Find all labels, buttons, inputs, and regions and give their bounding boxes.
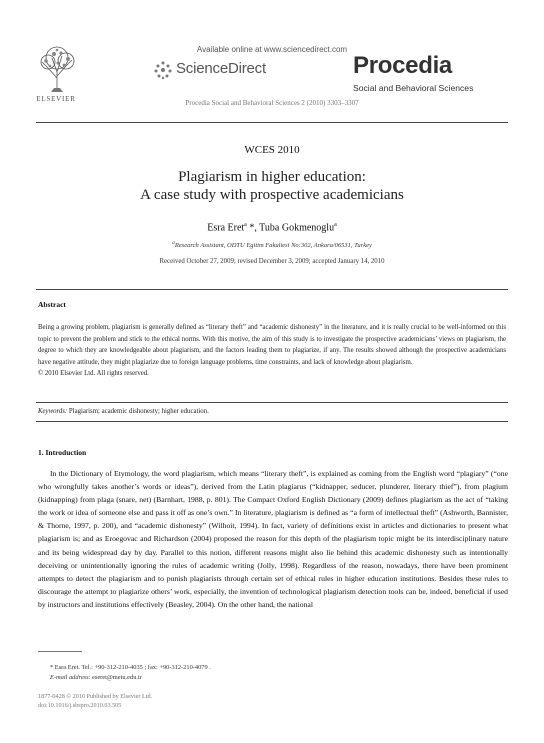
doi: doi:10.1016/j.sbspro.2010.03.505 [38, 702, 122, 709]
keywords-label: Keywords: [38, 408, 68, 415]
authors [0, 222, 544, 233]
keywords-bottom-rule [36, 421, 508, 422]
issn-copyright: 1877-0428 © 2010 Published by Elsevier Ltd. [38, 693, 153, 700]
affiliation-mark: a [172, 240, 175, 246]
abstract-heading: Abstract [38, 300, 66, 309]
elsevier-tree-logo [36, 44, 78, 94]
author-1-affil-mark: a [244, 222, 247, 228]
conference-name: WCES 2010 [244, 144, 300, 156]
header-rule [36, 122, 508, 123]
author-2-affil-mark: a [334, 222, 337, 228]
email-note [50, 674, 142, 681]
sciencedirect-dots-icon [152, 60, 174, 82]
procedia-logo [349, 52, 499, 104]
procedia-subtitle: Social and Behavioral Sciences [353, 83, 474, 93]
abstract-copyright: © 2010 Elsevier Ltd. All rights reserved. [38, 370, 149, 378]
sciencedirect-logo [152, 58, 292, 80]
keywords-text: Plagiarism; academic dishonesty; higher education. [67, 408, 209, 415]
abstract-body: Being a growing problem, plagiarism is generally defined as “literary theft” and “academic dishonesty” in the literature, and it is really crucial to be well-informed on this topic to prevent the problem and stick to the ethical norms. With this motive, the aim of this study is to investigate the prospective academicians’ views on plagiarism, the degree to which they are knowledgeable about plagiarism, and the factors leading them to plagiarize, if any. The results showed although the prospective academicians have negative attitude, they might plagiarize due to foreign language problems, time constraints, and lack of knowledge about plagiarism. [38, 324, 506, 366]
keywords [38, 408, 209, 415]
sciencedirect-wordmark: ScienceDirect [176, 60, 266, 77]
paragraph: In the Dictionary of Etymology, the word plagiarism, which means “literary theft”, is explained as coming from the English word “plagiary” (“one who wrongfully takes another’s words or ideas”), derived from the Latin plagiarus (“kidnapper, seducer, plunderer, literary thief”), from plagium (kidnapping) from plaga (snare, net) (Barnhart, 1988, p. 801). The Compact Oxford English Dictionary (2009) defines plagiarism as the act of “taking the work or idea of someone else and pass it off as one’s own.” In literature, plagiarism is defined as “a form of intellectual theft” (Ashworth, Bannister, & Thorne, 1997, p. 200), and “academic dishonesty” (Wilhoit, 1994). In fact, variety of definitions exist in articles and dictionaries to present what plagiarism is; and as Eroegovac and Richardson (2004) proposed the reason for this depth of the plagiarism topic might be its interdisciplinary nature and its being widespread day by day. Parallel to this notion, different reasons might also lie behind this academic dishonesty such as intentionally deceiving or unintentionally ignoring the rules of academic writing (Jolly, 1998). Regardless of the reason, nowadays, there have been prominent attempts to detect the plagiarism and to punish plagiarists through certain set of ethical rules in higher education institutions. Besides these rules to discourage the attempt to plagiarize others’ work, especially, the invention of technological plagiarism detection tools can be, indeed, beneficial if used by instructors and institutions effectively (Beasley, 2004). On the other hand, the national [38, 469, 508, 609]
affiliation-text: Research Assistant, ODTU Egitim Fakultesi No:302, Ankara/06531, Turkey [174, 242, 372, 250]
received-dates: Received October 27, 2009; revised December 3, 2009; accepted January 14, 2010 [159, 258, 385, 265]
footnote-rule [38, 651, 82, 652]
title-line-1: Plagiarism in higher education: [178, 169, 366, 185]
author-1: Esra Eret [207, 222, 245, 234]
corresponding-author-note: * Esra Eret. Tel.: +90-312-210-4035 ; fax: +90-312-210-4079 . [50, 664, 211, 671]
email-address: : eseret@metu.edu.tr [88, 674, 142, 681]
article-title [0, 168, 544, 204]
affiliation [0, 240, 544, 249]
keywords-rule [36, 402, 508, 403]
publisher-label: ELSEVIER [36, 95, 76, 103]
section-body [38, 467, 508, 611]
title-line-2: A case study with prospective academicians [140, 187, 404, 203]
available-online-text: Available online at www.sciencedirect.com [196, 45, 348, 54]
section-heading: 1. Introduction [38, 448, 87, 457]
abstract-text [38, 322, 506, 380]
journal-citation: Procedia Social and Behavioral Sciences 2 (2010) 3303–3307 [185, 99, 359, 107]
author-2: *, Tuba Gokmenoglu [246, 222, 335, 234]
abstract-top-rule [36, 289, 508, 290]
email-label: E-mail address [50, 674, 89, 681]
procedia-title: Procedia [353, 52, 452, 79]
